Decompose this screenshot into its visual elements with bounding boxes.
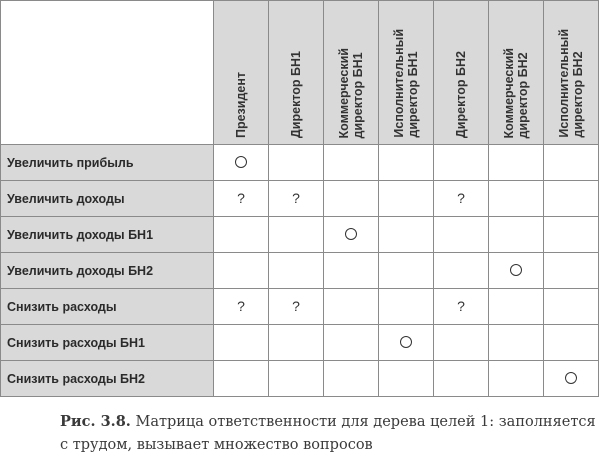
role-header (324, 1, 379, 145)
matrix-corner-cell (1, 1, 214, 145)
matrix-cell (379, 145, 434, 181)
matrix-cell (324, 289, 379, 325)
matrix-cell (434, 181, 489, 217)
matrix-cell (489, 289, 544, 325)
role-header (214, 1, 269, 145)
figure-number: Рис. 3.8. (60, 413, 131, 430)
matrix-cell (269, 289, 324, 325)
matrix-cell (379, 289, 434, 325)
matrix-cell (434, 217, 489, 253)
goal-label: Увеличить доходы (1, 181, 214, 217)
matrix-cell (544, 253, 599, 289)
role-label: Исполнительный директор БН1 (392, 29, 420, 138)
goal-label: Снизить расходы БН1 (1, 325, 214, 361)
matrix-cell (269, 253, 324, 289)
matrix-row (1, 217, 599, 253)
matrix-cell (434, 325, 489, 361)
matrix-cell (489, 361, 544, 397)
matrix-cell (214, 361, 269, 397)
matrix-cell (544, 361, 599, 397)
role-header (544, 1, 599, 145)
matrix-cell (544, 181, 599, 217)
matrix-cell (379, 253, 434, 289)
matrix-row (1, 145, 599, 181)
matrix-cell (379, 217, 434, 253)
role-header (434, 1, 489, 145)
question-mark: ? (237, 297, 245, 314)
responsibility-circle-icon (510, 264, 522, 276)
matrix-cell (324, 181, 379, 217)
role-label: Коммерческий директор БН1 (337, 47, 365, 138)
matrix-row (1, 181, 599, 217)
matrix-cell (214, 253, 269, 289)
role-label: Коммерческий директор БН2 (502, 47, 530, 138)
matrix-cell (544, 289, 599, 325)
goal-label: Снизить расходы БН2 (1, 361, 214, 397)
matrix-cell (489, 217, 544, 253)
matrix-cell (379, 325, 434, 361)
matrix-cell (269, 181, 324, 217)
matrix-cell (214, 181, 269, 217)
matrix-cell (379, 361, 434, 397)
matrix-cell (434, 361, 489, 397)
matrix-cell (324, 145, 379, 181)
role-header (489, 1, 544, 145)
figure-caption (60, 410, 600, 457)
matrix-row (1, 361, 599, 397)
matrix-cell (269, 325, 324, 361)
role-header (269, 1, 324, 145)
matrix-cell (544, 325, 599, 361)
role-label: Директор БН2 (454, 50, 468, 138)
matrix-cell (324, 253, 379, 289)
role-label: Исполнительный директор БН2 (557, 29, 585, 138)
role-label: Президент (234, 71, 248, 138)
matrix-cell (489, 325, 544, 361)
goal-label: Увеличить прибыль (1, 145, 214, 181)
matrix-body (1, 145, 599, 397)
matrix-cell (214, 325, 269, 361)
matrix-cell (544, 145, 599, 181)
matrix-cell (379, 181, 434, 217)
goal-label: Увеличить доходы БН1 (1, 217, 214, 253)
matrix-cell (214, 217, 269, 253)
responsibility-circle-icon (235, 156, 247, 168)
matrix-cell (434, 145, 489, 181)
matrix-cell (269, 145, 324, 181)
matrix-row (1, 289, 599, 325)
question-mark: ? (457, 297, 465, 314)
matrix-cell (324, 325, 379, 361)
role-header (379, 1, 434, 145)
matrix-cell (489, 253, 544, 289)
matrix-cell (434, 253, 489, 289)
matrix-cell (214, 289, 269, 325)
matrix-row (1, 253, 599, 289)
matrix-cell (214, 145, 269, 181)
responsibility-circle-icon (400, 336, 412, 348)
question-mark: ? (292, 189, 300, 206)
matrix-row (1, 325, 599, 361)
matrix-cell (489, 181, 544, 217)
responsibility-circle-icon (565, 372, 577, 384)
question-mark: ? (457, 189, 465, 206)
matrix-cell (434, 289, 489, 325)
question-mark: ? (292, 297, 300, 314)
matrix-cell (489, 145, 544, 181)
goal-label: Увеличить доходы БН2 (1, 253, 214, 289)
matrix-cell (544, 217, 599, 253)
question-mark: ? (237, 189, 245, 206)
matrix-cell (269, 217, 324, 253)
figure-caption-text: Матрица ответственности для дерева целей 1: заполняется с трудом, вызывает множество вопросов (60, 414, 596, 453)
role-label: Директор БН1 (289, 50, 303, 138)
responsibility-circle-icon (345, 228, 357, 240)
matrix-cell (324, 217, 379, 253)
matrix-header-row (1, 1, 599, 145)
matrix-cell (269, 361, 324, 397)
goal-label: Снизить расходы (1, 289, 214, 325)
matrix-cell (324, 361, 379, 397)
